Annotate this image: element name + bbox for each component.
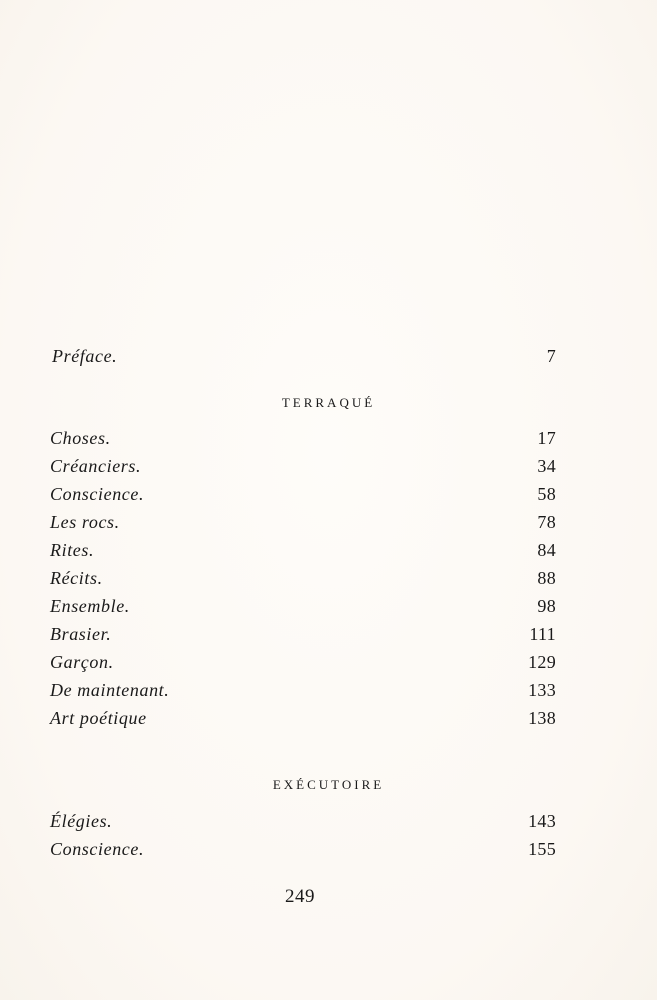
toc-entry-title: De maintenant. bbox=[50, 680, 170, 700]
toc-entry-title: Brasier. bbox=[50, 624, 112, 644]
toc-entry-page: 34 bbox=[537, 456, 556, 476]
toc-entry-page: 98 bbox=[537, 596, 556, 616]
toc-entry-page: 88 bbox=[537, 568, 556, 588]
page-number: 249 bbox=[285, 886, 315, 907]
toc-entry bbox=[50, 540, 556, 566]
toc-entry bbox=[50, 839, 556, 865]
toc-entry bbox=[50, 596, 556, 622]
toc-entry bbox=[50, 624, 556, 650]
toc-entry-page: 129 bbox=[528, 652, 556, 672]
toc-entry bbox=[50, 811, 556, 837]
toc-entry-page: 84 bbox=[537, 540, 556, 560]
toc-entry-title: Art poétique bbox=[50, 708, 147, 728]
toc-entry-title: Choses. bbox=[50, 428, 111, 448]
toc-entry-title: Préface. bbox=[52, 346, 118, 366]
toc-entry bbox=[50, 652, 556, 678]
toc-entry-page: 58 bbox=[537, 484, 556, 504]
toc-entry-title: Conscience. bbox=[50, 839, 145, 859]
toc-entry-page: 143 bbox=[528, 811, 556, 831]
toc-entry-title: Élégies. bbox=[50, 811, 113, 831]
toc-entry-page: 78 bbox=[537, 512, 556, 532]
toc-entry bbox=[50, 708, 556, 734]
toc-entry-preface bbox=[52, 346, 556, 372]
toc-entry-page: 133 bbox=[528, 680, 556, 700]
toc-entry-page: 111 bbox=[529, 624, 556, 644]
toc-entry-page: 7 bbox=[546, 346, 556, 366]
section-heading-terraque: TERRAQUÉ bbox=[281, 395, 376, 410]
toc-entry-page: 155 bbox=[528, 839, 556, 859]
toc-entry-page: 138 bbox=[528, 708, 556, 728]
toc-entry bbox=[50, 428, 556, 454]
toc-entry bbox=[50, 680, 556, 706]
toc-entry bbox=[50, 568, 556, 594]
toc-entry bbox=[50, 456, 556, 482]
toc-entry-title: Ensemble. bbox=[50, 596, 130, 616]
toc-entry-title: Conscience. bbox=[50, 484, 145, 504]
toc-entry-title: Rites. bbox=[50, 540, 95, 560]
toc-entry-title: Créanciers. bbox=[50, 456, 142, 476]
toc-entry bbox=[50, 512, 556, 538]
toc-entry-page: 17 bbox=[537, 428, 556, 448]
toc-entry-title: Récits. bbox=[50, 568, 103, 588]
toc-entry-title: Garçon. bbox=[50, 652, 114, 672]
section-heading-executoire: EXÉCUTOIRE bbox=[272, 777, 385, 792]
toc-entry bbox=[50, 484, 556, 510]
toc-entry-title: Les rocs. bbox=[50, 512, 120, 532]
